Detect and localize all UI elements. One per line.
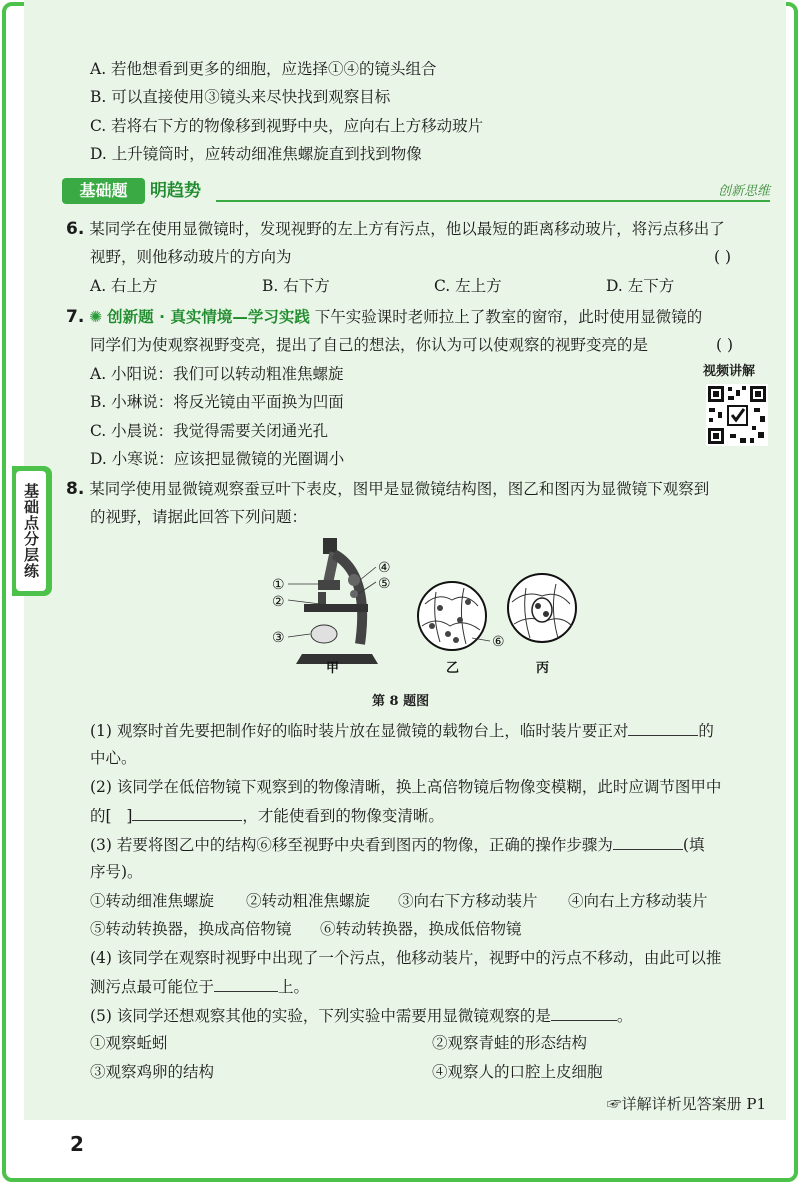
q8-step-3: ③向右下方移动装片 [398,892,538,910]
q6-option-d: D. 左下方 [606,277,675,295]
q7-option-d: D. 小寒说：应该把显微镜的光圈调小 [90,450,345,468]
q8-s1-line1 [90,719,714,742]
q6-option-a: A. 右上方 [90,277,158,295]
q8-s3-line1 [90,833,704,856]
qr-label: 视频讲解 [703,364,756,379]
prev-option-c: C. 若将右下方的物像移到视野中央，应向右上方移动玻片 [90,117,484,135]
q8-choice-3: ③观察鸡卵的结构 [90,1063,215,1081]
q6-text-1: 某同学在使用显微镜时，发现视野的左上方有污点，他以最短的距离移动玻片，将污点移出了 [89,220,725,238]
q8-s5-line1 [90,1004,632,1027]
answer-reference: ☞详解详析见答案册 P1 [606,1095,766,1113]
q8-step-4: ④向右上方移动装片 [568,892,708,910]
view-yi-drawing [418,582,490,650]
prev-option-d: D. 上升镜筒时，应转动细准焦螺旋直到找到物像 [90,145,422,163]
q8-s2-text-b: 的[ [90,807,112,825]
banner-right-label: 创新思维 [717,184,770,199]
q8-s1-blank[interactable] [628,719,698,736]
q7-number: 7. [66,307,85,327]
q6-option-c: C. 左上方 [434,277,502,295]
caption-jia: 甲 [326,661,340,674]
q8-choice-2: ②观察青蛙的形态结构 [432,1034,588,1052]
q8-s4-text-c: 上。 [278,978,310,996]
q8-s3-text-c: 序号)。 [90,863,143,881]
q7-option-c: C. 小晨说：我觉得需要关闭通光孔 [90,422,329,440]
q6-answer-paren: ( ) [714,248,732,266]
q8-s2-line2 [90,804,444,827]
page-number: 2 [70,1132,84,1156]
view-bing-drawing [508,574,576,642]
q6-text-2: 视野，则他移动玻片的方向为 [90,248,292,266]
microscope-drawing [296,538,378,664]
q8-step-1: ①转动细准焦螺旋 [90,892,215,910]
q8-line1 [66,478,709,500]
banner-tag: 基础题 [62,178,145,204]
label-3: ③ [272,630,285,646]
q8-step-5: ⑤转动转换器，换成高倍物镜 [90,920,292,938]
caption-yi: 乙 [446,661,460,674]
lightbulb-icon: ✺ [89,308,103,326]
q8-s4-text-b: 测污点最可能位于 [90,978,215,996]
q8-choice-1: ①观察蚯蚓 [90,1034,168,1052]
q8-step-2: ②转动粗准焦螺旋 [246,892,371,910]
q8-s4-line2 [90,975,309,998]
banner-title: 明趋势 [150,181,201,201]
q8-s5-blank[interactable] [551,1004,617,1021]
q8-choice-4: ④观察人的口腔上皮细胞 [432,1063,603,1081]
sidebar-tab [12,466,52,596]
q6-line1 [66,218,725,240]
q7-option-b: B. 小琳说：将反光镜由平面换为凹面 [90,393,344,411]
q8-s2-text-a: (2) 该同学在低倍物镜下观察到的物像清晰，换上高倍物镜后物像变模糊，此时应调节图甲中 [90,778,722,796]
q8-s2-blank[interactable] [132,804,242,821]
q8-s1-text-a: (1) 观察时首先要把制作好的临时装片放在显微镜的载物台上，临时装片要正对 [90,722,629,740]
sidebar-label: 基础点分层练 [16,471,46,591]
caption-bing: 丙 [536,661,550,674]
q7-option-a: A. 小阳说：我们可以转动粗准焦螺旋 [90,365,344,383]
prev-option-a: A. 若他想看到更多的细胞，应选择①④的镜头组合 [90,60,437,78]
q6-option-b: B. 右下方 [262,277,330,295]
figure-title: 第 8 题图 [372,694,430,709]
prev-option-b: B. 可以直接使用③镜头来尽快找到观察目标 [90,88,391,106]
label-5: ⑤ [378,576,391,592]
q7-text-1: 下午实验课时老师拉上了教室的窗帘，此时使用显微镜的 [314,308,703,326]
q8-s2-text-c: ] [126,807,133,825]
q7-text-2: 同学们为使观察视野变亮，提出了自己的想法，你认为可以使观察的视野变亮的是 [90,336,649,354]
q6-number: 6. [66,219,85,239]
q8-s2-text-d: ，才能使看到的物像变清晰。 [242,807,444,825]
q8-s3-blank[interactable] [613,833,683,850]
q8-text-2: 的视野，请据此回答下列问题： [90,508,308,526]
label-6: ⑥ [492,634,505,650]
q8-s1-text-b: 的 [698,722,714,740]
q8-s4-blank[interactable] [214,975,278,992]
q8-s3-text-b: (填 [682,836,705,854]
section-banner [62,178,770,204]
qr-code-icon[interactable] [706,384,768,446]
label-1: ① [272,577,285,593]
q8-s5-text-b: 。 [616,1007,633,1025]
q8-text-1: 某同学使用显微镜观察蚕豆叶下表皮，图甲是显微镜结构图，图乙和图丙为显微镜下观察到 [89,480,710,498]
q8-s5-text-a: (5) 该同学还想观察其他的实验，下列实验中需要用显微镜观察的是 [90,1007,551,1025]
q7-answer-paren: ( ) [716,336,734,354]
banner-rule [216,200,770,202]
q8-figure [260,534,580,674]
q8-s1-text-c: 中心。 [90,749,137,767]
q8-s3-text-a: (3) 若要将图乙中的结构⑥移至视野中央看到图丙的物像，正确的操作步骤为 [90,836,613,854]
label-2: ② [272,594,285,610]
q8-s4-text-a: (4) 该同学在观察时视野中出现了一个污点，他移动装片，视野中的污点不移动，由此可以推 [90,949,722,967]
q7-line1 [66,306,702,328]
q8-step-6: ⑥转动转换器，换成低倍物镜 [320,920,522,938]
q8-number: 8. [66,479,85,499]
label-4: ④ [378,560,391,576]
q7-title: 创新题 · 真实情境—学习实践 [107,308,310,326]
